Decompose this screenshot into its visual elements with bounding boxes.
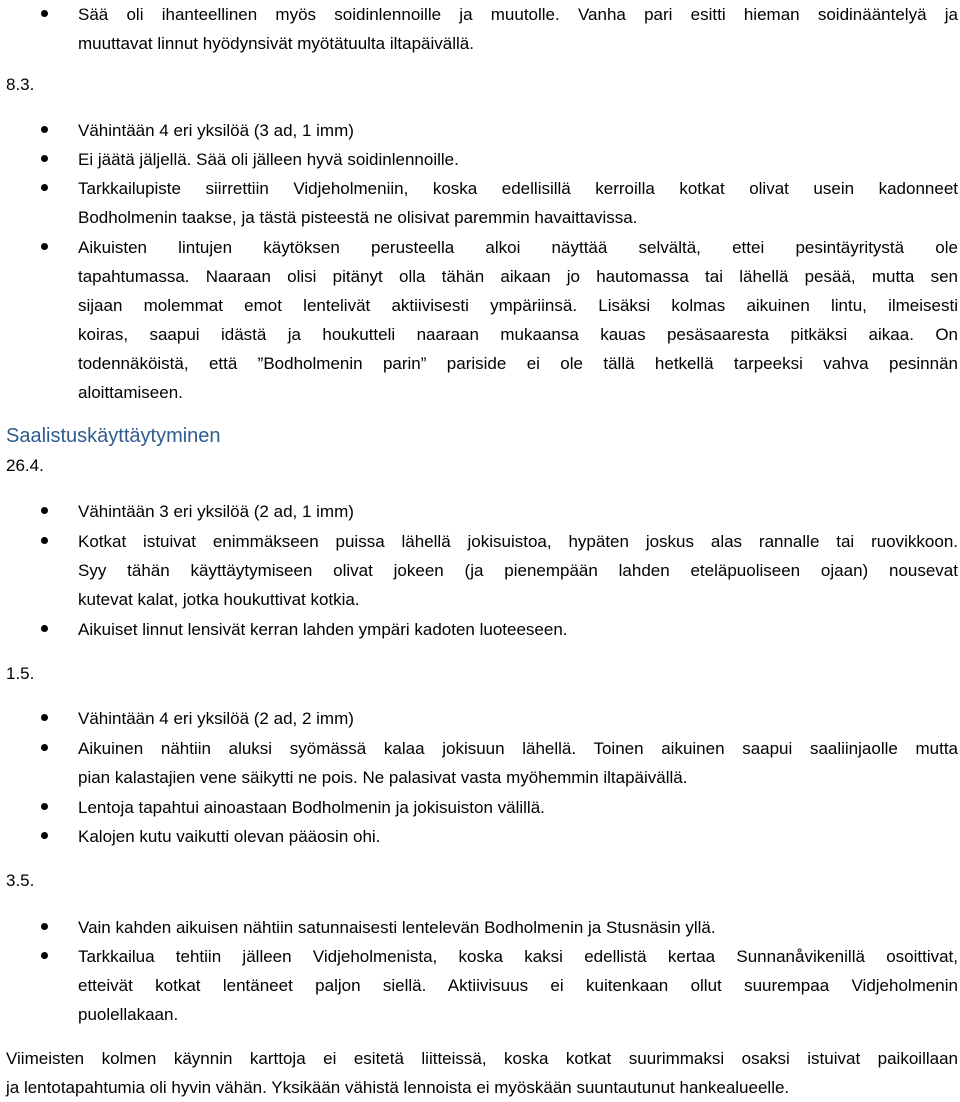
bullet-icon xyxy=(41,537,48,544)
bullet-line: etteivät kotkat lentäneet paljon siellä. Aktiivisuus ei kuitenkaan ollut suurempaa Vidjeholmenin xyxy=(78,976,958,995)
bullet-line: puolellakaan. xyxy=(78,1005,179,1024)
bullet-icon xyxy=(41,923,48,930)
date-label: 3.5. xyxy=(6,871,35,890)
date-label: 26.4. xyxy=(6,456,44,475)
bullet-line: Ei jäätä jäljellä. Sää oli jälleen hyvä soidinlennoille. xyxy=(78,150,459,169)
bullet-icon xyxy=(41,625,48,632)
bullet-line: Tarkkailua tehtiin jälleen Vidjeholmenista, koska kaksi edellistä kertaa Sunnanåvikenillä osoittivat, xyxy=(78,947,958,966)
date-label: 1.5. xyxy=(6,664,35,683)
bullet-line: Vain kahden aikuisen nähtiin satunnaisesti lentelevän Bodholmenin ja Stusnäsin yllä. xyxy=(78,918,716,937)
bullet-line: Vähintään 3 eri yksilöä (2 ad, 1 imm) xyxy=(78,502,354,521)
bullet-icon xyxy=(41,714,48,721)
bullet-line: Aikuisten lintujen käytöksen perusteella alkoi näyttää selvältä, ettei pesintäyritystä ole xyxy=(78,238,958,257)
bullet-line: Tarkkailupiste siirrettiin Vidjeholmeniin, koska edellisillä kerroilla kotkat olivat usein kadonneet xyxy=(78,179,958,198)
bullet-line: Aikuinen nähtiin aluksi syömässä kalaa jokisuun lähellä. Toinen aikuinen saapui saaliinjaolle mutta xyxy=(78,739,958,758)
bullet-line: muuttavat linnut hyödynsivät myötätuulta iltapäivällä. xyxy=(78,34,474,53)
bullet-icon xyxy=(41,184,48,191)
bullet-icon xyxy=(41,803,48,810)
bullet-line: Kalojen kutu vaikutti olevan pääosin ohi. xyxy=(78,827,381,846)
bullet-line: Bodholmenin taakse, ja tästä pisteestä ne olisivat paremmin havaittavissa. xyxy=(78,208,638,227)
bullet-icon xyxy=(41,952,48,959)
bullet-icon xyxy=(41,744,48,751)
bullet-line: Aikuiset linnut lensivät kerran lahden ympäri kadoten luoteeseen. xyxy=(78,620,568,639)
bullet-icon xyxy=(41,155,48,162)
bullet-line: aloittamiseen. xyxy=(78,383,183,402)
bullet-line: pian kalastajien vene säikytti ne pois. Ne palasivat vasta myöhemmin iltapäivällä. xyxy=(78,768,688,787)
bullet-icon xyxy=(41,243,48,250)
bullet-line: kutevat kalat, jotka houkuttivat kotkia. xyxy=(78,590,360,609)
date-label: 8.3. xyxy=(6,75,35,94)
bullet-line: Vähintään 4 eri yksilöä (3 ad, 1 imm) xyxy=(78,121,354,140)
bullet-icon xyxy=(41,507,48,514)
bullet-icon xyxy=(41,126,48,133)
bullet-line: sijaan molemmat emot lentelivät aktiivisesti ympäriinsä. Lisäksi kolmas aikuinen lintu, ilmeisesti xyxy=(78,296,958,315)
bullet-line: koiras, saapui idästä ja houkutteli naaraan mukaansa kauas pesäsaaresta pitkäksi aikaa. On xyxy=(78,325,958,344)
bullet-line: Syy tähän käyttäytymiseen olivat jokeen (ja pienempään lahden eteläpuoliseen ojaan) nousevat xyxy=(78,561,958,580)
bullet-line: todennäköistä, että ”Bodholmenin parin” pariside ei ole tällä hetkellä tarpeeksi vahva pesinnän xyxy=(78,354,958,373)
bullet-line: Kotkat istuivat enimmäkseen puissa lähellä jokisuistoa, hypäten joskus alas rannalle tai ruovikkoon. xyxy=(78,532,958,551)
bullet-line: Sää oli ihanteellinen myös soidinlennoille ja muutolle. Vanha pari esitti hieman soidinääntelyä ja xyxy=(78,5,958,24)
bullet-icon xyxy=(41,10,48,17)
bullet-line: Vähintään 4 eri yksilöä (2 ad, 2 imm) xyxy=(78,709,354,728)
bullet-icon xyxy=(41,832,48,839)
bullet-line: tapahtumassa. Naaraan olisi pitänyt olla tähän aikaan jo hautomassa tai lähellä pesää, mutta sen xyxy=(78,267,958,286)
section-heading: Saalistuskäyttäytyminen xyxy=(6,425,221,447)
closing-paragraph-line: ja lentotapahtumia oli hyvin vähän. Yksikään vähistä lennoista ei myöskään suuntautunut hankealueelle. xyxy=(6,1078,790,1097)
bullet-line: Lentoja tapahtui ainoastaan Bodholmenin ja jokisuiston välillä. xyxy=(78,798,545,817)
closing-paragraph-line: Viimeisten kolmen käynnin karttoja ei esitetä liitteissä, koska kotkat suurimmaksi osaksi istuivat paikoillaan xyxy=(6,1049,958,1068)
